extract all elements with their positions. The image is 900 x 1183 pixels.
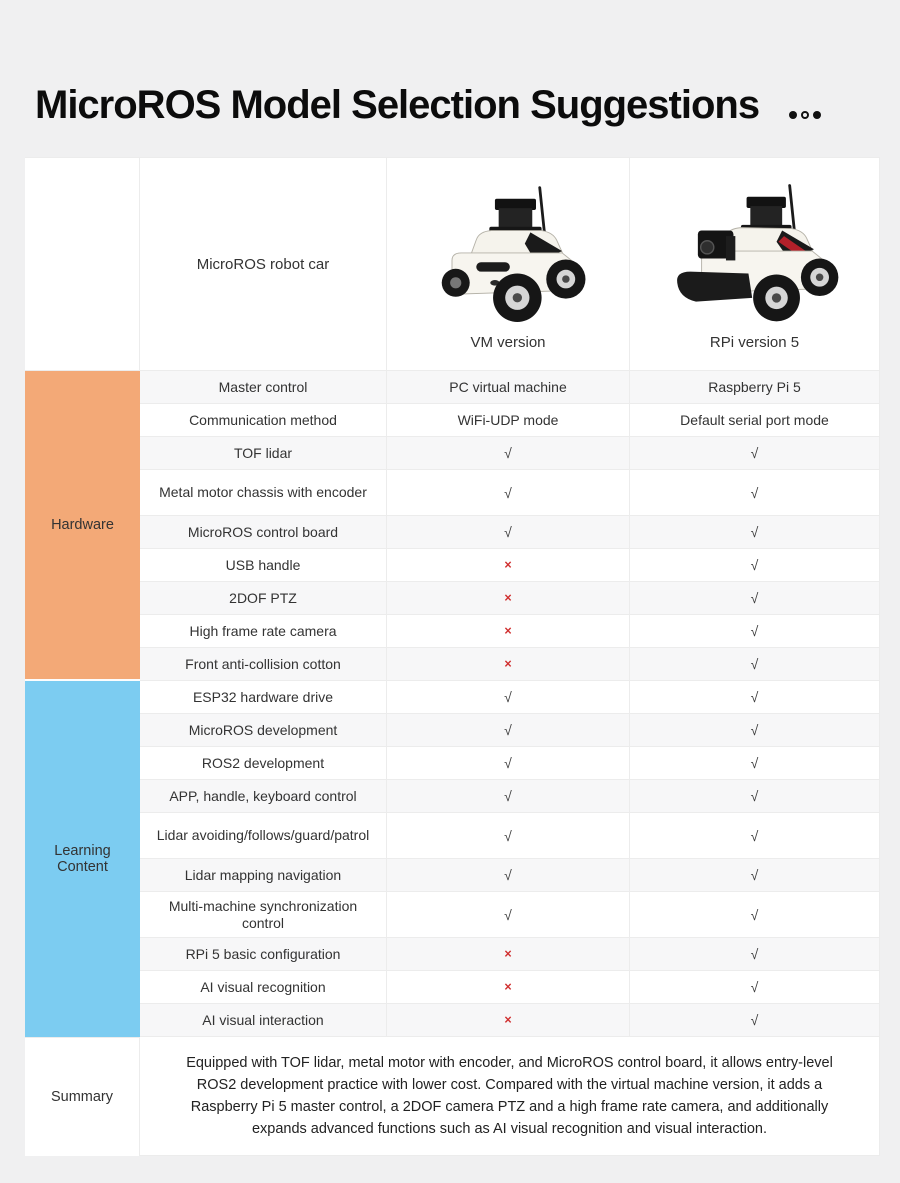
rpi-check-mark: √ <box>750 445 759 461</box>
feature-label: Communication method <box>189 411 337 428</box>
vm-version-robot-car-image <box>424 178 592 326</box>
product-header-row <box>140 158 880 371</box>
category-sidebar <box>25 157 140 1156</box>
table-row <box>140 615 880 648</box>
rpi-check-mark: √ <box>750 906 759 923</box>
category-hardware <box>25 371 140 681</box>
category-summary-label: Summary <box>50 1089 114 1105</box>
rpi-check-mark: √ <box>750 827 759 844</box>
table-row <box>140 714 880 747</box>
product-name-cell <box>140 158 387 371</box>
dot-icon <box>789 111 797 119</box>
rpi-check-mark: √ <box>750 557 759 573</box>
vm-check-mark: √ <box>504 827 512 844</box>
feature-label: TOF lidar <box>233 444 293 461</box>
table-row <box>140 971 880 1004</box>
vm-check-mark: √ <box>504 867 512 883</box>
rpi-check-mark: √ <box>750 656 759 672</box>
ring-dot-icon <box>801 111 809 119</box>
vm-check-mark: √ <box>504 484 512 501</box>
rpi-check-mark: √ <box>750 623 759 639</box>
rpi-value: Raspberry Pi 5 <box>708 379 801 395</box>
table-row <box>140 859 880 892</box>
feature-label: Front anti-collision cotton <box>185 655 341 672</box>
category-summary <box>25 1037 140 1156</box>
rpi-check-mark: √ <box>750 755 759 771</box>
table-row <box>140 813 880 859</box>
vm-check-mark: √ <box>504 689 512 705</box>
table-row <box>140 681 880 714</box>
rpi-value: Default serial port mode <box>680 412 829 428</box>
rpi-check-mark: √ <box>750 722 759 738</box>
table-row <box>140 938 880 971</box>
title-dots-icon <box>789 111 821 119</box>
feature-label: MicroROS development <box>188 721 338 738</box>
rpi-check-mark: √ <box>750 867 759 883</box>
table-row <box>140 582 880 615</box>
summary-row <box>140 1037 880 1156</box>
rpi-check-mark: √ <box>750 788 759 804</box>
feature-label: High frame rate camera <box>189 622 337 639</box>
vm-check-mark: √ <box>504 755 512 771</box>
summary-cell <box>140 1037 880 1156</box>
vm-check-mark: √ <box>504 906 512 923</box>
vm-cross-mark: × <box>504 591 512 605</box>
category-empty-cell <box>25 158 140 371</box>
comparison-table-main <box>140 157 880 1156</box>
title-row <box>35 82 821 128</box>
feature-label: RPi 5 basic configuration <box>185 945 341 962</box>
rpi-version-label: RPi version 5 <box>709 333 800 351</box>
rpi-check-mark: √ <box>750 590 759 606</box>
rpi-check-mark: √ <box>750 979 759 995</box>
vm-product-cell <box>387 158 630 371</box>
summary-text: Equipped with TOF lidar, metal motor with encoder, and MicroROS control board, it allows entry-level ROS2 development practice with lower cost. Compared with the virtual machine version, it adds a Raspberry Pi 5 master control, a 2DOF camera PTZ and a high frame rate camera, and additionally expands advanced functions such as AI visual recognition and visual interaction. <box>186 1055 833 1137</box>
vm-check-mark: √ <box>504 722 512 738</box>
page-title: MicroROS Model Selection Suggestions <box>35 83 760 127</box>
vm-cross-mark: × <box>504 1013 512 1027</box>
feature-label: APP, handle, keyboard control <box>169 787 357 804</box>
rpi-check-mark: √ <box>750 946 759 962</box>
rpi-check-mark: √ <box>750 524 759 540</box>
vm-value: PC virtual machine <box>449 379 567 395</box>
vm-check-mark: √ <box>504 445 512 461</box>
table-row <box>140 780 880 813</box>
rpi-version-robot-car-image <box>666 178 844 326</box>
rpi-check-mark: √ <box>750 484 759 501</box>
product-name-label: MicroROS robot car <box>196 255 330 273</box>
rpi-product-cell <box>630 158 880 371</box>
rpi-check-mark: √ <box>750 1012 759 1028</box>
vm-check-mark: √ <box>504 788 512 804</box>
table-row <box>140 437 880 470</box>
feature-label: MicroROS control board <box>187 523 339 540</box>
feature-label: Lidar avoiding/follows/guard/patrol <box>156 827 370 843</box>
feature-label: Lidar mapping navigation <box>184 866 342 883</box>
vm-cross-mark: × <box>504 657 512 671</box>
table-row <box>140 404 880 437</box>
table-row <box>140 1004 880 1037</box>
category-learning-label: Learning Content <box>54 843 111 875</box>
feature-label: Metal motor chassis with encoder <box>159 484 367 500</box>
feature-label: AI visual recognition <box>200 978 326 995</box>
category-hardware-label: Hardware <box>51 517 114 533</box>
table-row <box>140 892 880 938</box>
vm-version-label: VM version <box>470 333 546 351</box>
vm-cross-mark: × <box>504 947 512 961</box>
comparison-table <box>25 157 880 1156</box>
feature-label: USB handle <box>225 556 301 573</box>
feature-label: ROS2 development <box>201 754 325 771</box>
table-row <box>140 648 880 681</box>
table-row <box>140 470 880 516</box>
feature-label: AI visual interaction <box>202 1011 324 1028</box>
category-learning-content <box>25 681 140 1037</box>
rpi-check-mark: √ <box>750 689 759 705</box>
feature-label: ESP32 hardware drive <box>192 688 334 705</box>
table-row <box>140 549 880 582</box>
feature-label: Multi-machine synchronization control <box>168 897 358 931</box>
vm-cross-mark: × <box>504 624 512 638</box>
vm-check-mark: √ <box>504 524 512 540</box>
table-row <box>140 516 880 549</box>
feature-label: Master control <box>218 378 308 395</box>
vm-value: WiFi-UDP mode <box>457 412 559 428</box>
vm-cross-mark: × <box>504 980 512 994</box>
table-row <box>140 747 880 780</box>
feature-label: 2DOF PTZ <box>229 589 297 606</box>
table-row <box>140 371 880 404</box>
dot-icon <box>813 111 821 119</box>
vm-cross-mark: × <box>504 558 512 572</box>
